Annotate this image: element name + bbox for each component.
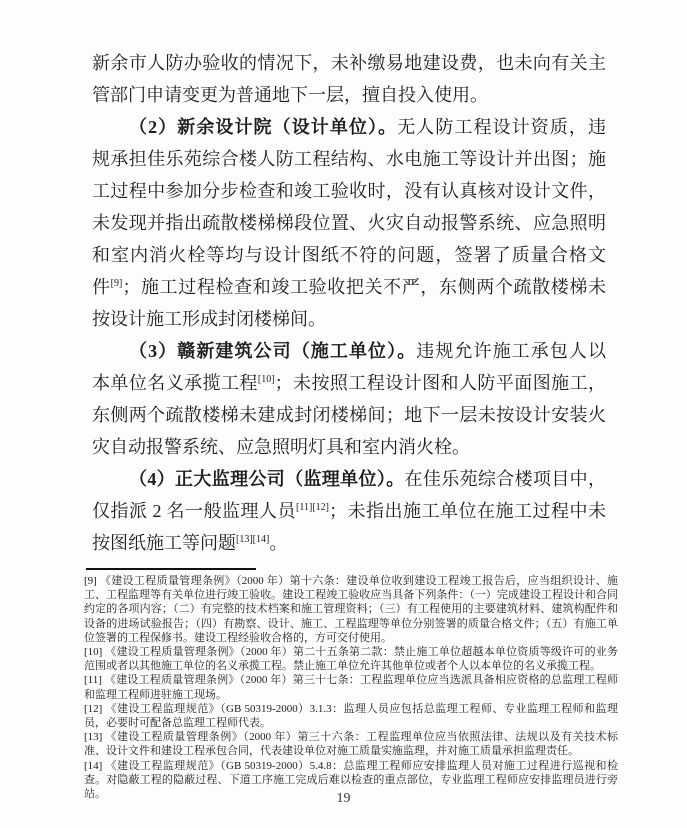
paragraph <box>92 47 606 111</box>
body-line <box>92 495 606 527</box>
text-run: 东侧两个疏散楼梯未建成封闭楼梯间；地下一层未按设计安装火 <box>92 405 606 425</box>
footnote-marker: [10] <box>84 646 106 659</box>
text-run: 件 <box>92 277 111 297</box>
footnote-text: 《建设工程质量管理条例》（2000 年）第三十七条：工程监理单位应当选派具备相应资格的总监理工程师和监理工程师进驻施工现场。 <box>84 674 619 701</box>
footnote-ref: [13][14] <box>236 534 270 545</box>
text-run: 在佳乐苑综合楼项目中， <box>404 469 606 489</box>
text-run: 违规允许施工承包人以 <box>416 341 606 361</box>
footnote-text: 《建设工程质量管理条例》（2000 年）第三十六条：工程监理单位应当依照法律、法规以及有关技术标准、设计文件和建设工程承包合同，代表建设单位对施工质量实施监理，并对施工质量承担监理责任。 <box>84 731 618 758</box>
footnote-marker: [11] <box>84 674 105 687</box>
body-line <box>92 143 606 175</box>
footnote <box>84 730 618 758</box>
footnote-ref: [10] <box>257 374 275 385</box>
paragraph <box>92 111 606 335</box>
footnote <box>84 702 618 730</box>
footnote-text: 《建设工程质量管理条例》（2000 年）第十六条：建设单位收到建设工程竣工报告后，应当组织设计、施工、工程监理等有关单位进行竣工验收。建设工程竣工验收应当具备下列条件：（一）完成建设工程设计和合同约定的各项内容；（二）有完整的技术档案和施工管理资料；（三）有工程使用的主要建筑材料、建筑构配件和设备的进场试验报告；（四）有勘察、设计、施工、工程监理等单位分别签署的质量合格文件；（五）有施工单位签署的工程保修书。建设工程经验收合格的，方可交付使用。 <box>84 575 619 644</box>
body-line <box>92 207 606 239</box>
paragraph <box>92 463 606 559</box>
footnote-ref: [11][12] <box>296 502 329 513</box>
footnote-separator <box>86 568 256 570</box>
body-line <box>92 79 606 111</box>
body-line <box>92 399 606 431</box>
text-run: 和室内消火栓等均与设计图纸不符的问题，签署了质量合格文 <box>92 245 606 265</box>
body-line <box>92 431 606 463</box>
footnote-marker: [12] <box>84 702 106 715</box>
footnote-text: 《建设工程监理规范》（GB 50319-2000）5.4.8：总监理工程师应安排监理人员对施工过程进行巡视和检查。对隐蔽工程的隐蔽过程、下道工序施工完成后难以检查的重点部位，专业监理工程师应安排监理员进行旁站。 <box>84 759 619 801</box>
footnote-marker: [9] <box>84 575 100 587</box>
body-line <box>92 303 606 335</box>
text-run: 仅指派 2 名一般监理人员 <box>92 501 297 521</box>
text-run: 。 <box>269 533 288 553</box>
body-line <box>92 47 606 79</box>
bold-heading-run: （3）赣新建筑公司（施工单位）。 <box>129 341 417 361</box>
text-run: 管部门申请变更为普通地下一层，擅自投入使用。 <box>92 85 488 105</box>
footnote-marker: [13] <box>84 731 106 744</box>
text-run: 工过程中参加分步检查和竣工验收时，没有认真核对设计文件， <box>92 181 606 201</box>
body-line <box>92 271 606 303</box>
text-run: 按图纸施工等问题 <box>92 533 236 553</box>
text-run: 无人防工程设计资质，违 <box>397 117 606 137</box>
footnote <box>84 673 618 701</box>
text-run: ；未指出施工单位在施工过程中未 <box>328 501 606 521</box>
footnote-ref: [9] <box>110 278 123 289</box>
body-line <box>92 335 606 367</box>
body-line <box>92 111 606 143</box>
text-run: 本单位名义承揽工程 <box>92 373 258 393</box>
body-line <box>92 239 606 271</box>
text-run: ；施工过程检查和竣工验收把关不严，东侧两个疏散楼梯未 <box>122 277 606 297</box>
text-run: ；未按照工程设计图和人防平面图施工， <box>274 373 606 393</box>
body-text <box>92 47 606 559</box>
footnote-marker: [14] <box>84 759 106 772</box>
body-line <box>92 527 606 559</box>
text-run: 未发现并指出疏散楼梯梯段位置、火灾自动报警系统、应急照明 <box>92 213 606 233</box>
footnote-text: 《建设工程监理规范》（GB 50319-2000）3.1.3：监理人员应包括总监理工程师、专业监理工程师和监理员，必要时可配备总监理工程师代表。 <box>84 702 619 730</box>
text-run: 灾自动报警系统、应急照明灯具和室内消火栓。 <box>92 437 470 457</box>
text-run: 规承担佳乐苑综合楼人防工程结构、水电施工等设计并出图；施 <box>92 149 606 169</box>
footnote <box>84 574 618 645</box>
body-line <box>92 367 606 399</box>
paragraph <box>92 335 606 463</box>
bold-heading-run: （4）正大监理公司（监理单位）。 <box>129 469 405 489</box>
footnote <box>84 645 618 673</box>
footnotes-section <box>84 574 618 801</box>
body-line <box>92 175 606 207</box>
page-number: 19 <box>336 791 351 806</box>
text-run: 按设计施工形成封闭楼梯间。 <box>92 309 326 329</box>
bold-heading-run: （2）新余设计院（设计单位）。 <box>129 117 398 137</box>
footnote-text: 《建设工程质量管理条例》（2000 年）第二十五条第二款：禁止施工单位超越本单位资质等级许可的业务范围或者以其他施工单位的名义承揽工程。禁止施工单位允许其他单位或者个人以本单位的名义承揽工程。 <box>84 646 619 673</box>
text-run: 新余市人防办验收的情况下，未补缴易地建设费，也未向有关主 <box>92 53 606 73</box>
body-line <box>92 463 606 495</box>
